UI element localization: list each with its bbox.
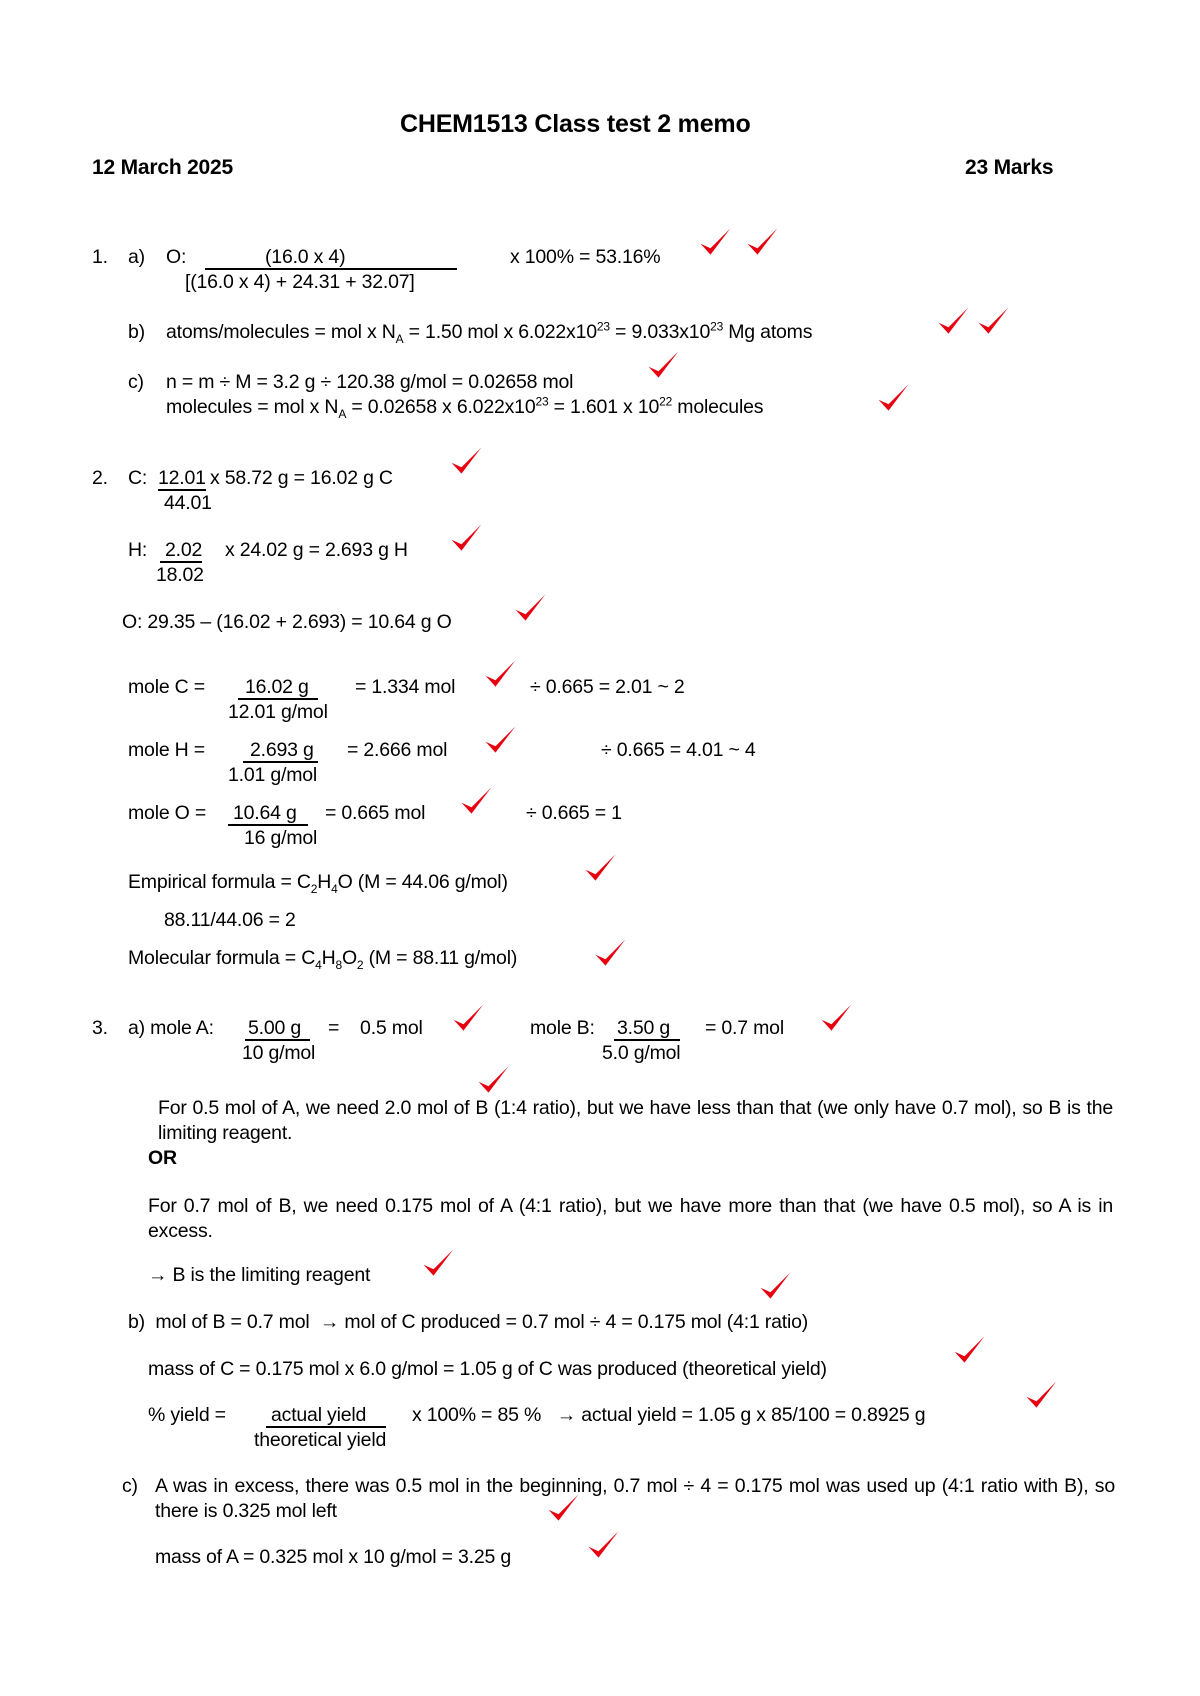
mole-h-ratio: ÷ 0.665 = 4.01 ~ 4: [601, 739, 756, 761]
check-mark-icon: [1023, 1377, 1059, 1413]
test-date: 12 March 2025: [92, 156, 233, 179]
q3a-explanation-1: For 0.5 mol of A, we need 2.0 mol of B (1:4 ratio), but we have less than that (we only have 0.7 mol), so B is the limiting reagent.: [158, 1097, 1113, 1144]
mole-h-numerator: 2.693 g: [250, 739, 314, 761]
q1b-label: b): [128, 321, 145, 343]
q3a-a-denominator: 10 g/mol: [242, 1042, 316, 1064]
q1a-label: a): [128, 246, 145, 268]
check-mark-icon: [585, 1527, 621, 1563]
q1b-text: atoms/molecules = mol x $N_A = 1.50$ mol x $6.022x10^{23} = 9.033x10^{23}$ Mg atoms: [166, 319, 813, 346]
q3c-mass: mass of A = 0.325 mol x 10 g/mol = 3.25 g: [155, 1546, 512, 1568]
q1a-result: x 100% = 53.16%: [510, 246, 661, 268]
q2-number: 2.: [92, 467, 108, 489]
check-mark-icon: [744, 224, 780, 260]
check-mark-icon: [458, 783, 494, 819]
mole-c-ratio: ÷ 0.665 = 2.01 ~ 2: [530, 676, 685, 698]
q3a-b-numerator: 3.50 g: [617, 1017, 671, 1039]
mole-o-numerator: 10.64 g: [233, 802, 297, 824]
q3c-explanation: A was in excess, there was 0.5 mol in the beginning, 0.7 mol ÷ 4 = 0.175 mol was used up (4:1 ratio with B), so there is 0.325 mol left: [155, 1475, 1115, 1522]
q2-c-rest: x 58.72 g = 16.02 g C: [210, 467, 393, 489]
q1a-numerator: (16.0 x 4): [265, 246, 346, 268]
check-mark-icon: [757, 1268, 793, 1304]
q2-h-rest: x 24.02 g = 2.693 g H: [225, 539, 408, 561]
q1a-denominator: [(16.0 x 4) + 24.31 + 32.07]: [185, 271, 415, 293]
empirical-formula: Empirical formula = $C_2H_4O$ (M = 44.06 g/mol): [128, 871, 508, 896]
yield-label: % yield =: [148, 1404, 226, 1426]
yield-numerator: actual yield: [271, 1404, 367, 1426]
check-mark-icon: [645, 347, 681, 383]
q3a-a-numerator: 5.00 g: [248, 1017, 302, 1039]
check-mark-icon: [975, 303, 1011, 339]
q1-number: 1.: [92, 246, 108, 268]
mole-h-denominator: 1.01 g/mol: [228, 764, 318, 786]
q3c-label: c): [122, 1475, 138, 1497]
check-mark-icon: [482, 656, 518, 692]
q1c-line1: n = m ÷ M = 3.2 g ÷ 120.38 g/mol = 0.02658 mol: [166, 371, 574, 393]
check-mark-icon: [475, 1062, 511, 1098]
molecular-formula: Molecular formula = $C_4H_8O_2$ (M = 88.11 g/mol): [128, 947, 518, 972]
check-mark-icon: [545, 1490, 581, 1526]
mole-h-result: = 2.666 mol: [347, 739, 448, 761]
q3a-a-result: = 0.5 mol: [328, 1017, 423, 1039]
mole-o-ratio: ÷ 0.665 = 1: [526, 802, 622, 824]
check-mark-icon: [512, 590, 548, 626]
q2-o-line: O: 29.35 – (16.02 + 2.693) = 10.64 g O: [122, 611, 452, 633]
q2-h-prefix: H:: [128, 539, 148, 561]
check-mark-icon: [818, 1000, 854, 1036]
mole-c-denominator: 12.01 g/mol: [228, 701, 328, 723]
q3b-line1: b) mol of B = 0.7 mol → mol of C produced = 0.7 mol ÷ 4 = 0.175 mol (4:1 ratio): [128, 1311, 809, 1333]
q1c-label: c): [128, 371, 144, 393]
check-mark-icon: [592, 935, 628, 971]
check-mark-icon: [582, 850, 618, 886]
q3a-b-label: mole B:: [530, 1017, 595, 1039]
q1a-prefix: O:: [166, 246, 187, 268]
q3a-label: a) mole A:: [128, 1017, 214, 1039]
q2-c-denominator: 44.01: [164, 492, 212, 514]
mole-c-numerator: 16.02 g: [245, 676, 309, 698]
mole-h-label: mole H =: [128, 739, 205, 761]
q2-h-numerator: 2.02: [165, 539, 203, 561]
q3a-b-denominator: 5.0 g/mol: [602, 1042, 681, 1064]
q3a-b-result: = 0.7 mol: [705, 1017, 784, 1039]
check-mark-icon: [951, 1332, 987, 1368]
q2-h-denominator: 18.02: [156, 564, 204, 586]
q3-number: 3.: [92, 1017, 108, 1039]
q3a-conclusion: → B is the limiting reagent: [148, 1264, 371, 1286]
check-mark-icon: [450, 1000, 486, 1036]
check-mark-icon: [875, 380, 911, 416]
yield-denominator: theoretical yield: [254, 1429, 387, 1451]
mass-ratio: 88.11/44.06 = 2: [164, 909, 296, 931]
check-mark-icon: [482, 722, 518, 758]
q3a-explanation-2: For 0.7 mol of B, we need 0.175 mol of A (4:1 ratio), but we have more than that (we have 0.5 mol), so A is in excess.: [148, 1195, 1113, 1242]
check-mark-icon: [697, 224, 733, 260]
total-marks: 23 Marks: [965, 156, 1054, 179]
mole-c-label: mole C =: [128, 676, 205, 698]
q3b-line2: mass of C = 0.175 mol x 6.0 g/mol = 1.05 g of C was produced (theoretical yield): [148, 1358, 827, 1380]
check-mark-icon: [420, 1245, 456, 1281]
mole-c-result: = 1.334 mol: [355, 676, 456, 698]
check-mark-icon: [935, 303, 971, 339]
check-mark-icon: [448, 443, 484, 479]
mole-o-result: = 0.665 mol: [325, 802, 426, 824]
mole-o-label: mole O =: [128, 802, 207, 824]
q2-c-prefix: C:: [128, 467, 148, 489]
check-mark-icon: [448, 520, 484, 556]
q2-c-numerator: 12.01: [158, 467, 206, 489]
or-separator: OR: [148, 1147, 177, 1169]
page-title: CHEM1513 Class test 2 memo: [400, 110, 751, 138]
mole-o-denominator: 16 g/mol: [244, 827, 318, 849]
q1c-line2: molecules = mol x $N_A = 0.02658$ x $6.022x10^{23} = 1.601$ x $10^{22}$ molecules: [166, 394, 764, 421]
yield-rest: x 100% = 85 % → actual yield = 1.05 g x 85/100 = 0.8925 g: [412, 1404, 926, 1426]
